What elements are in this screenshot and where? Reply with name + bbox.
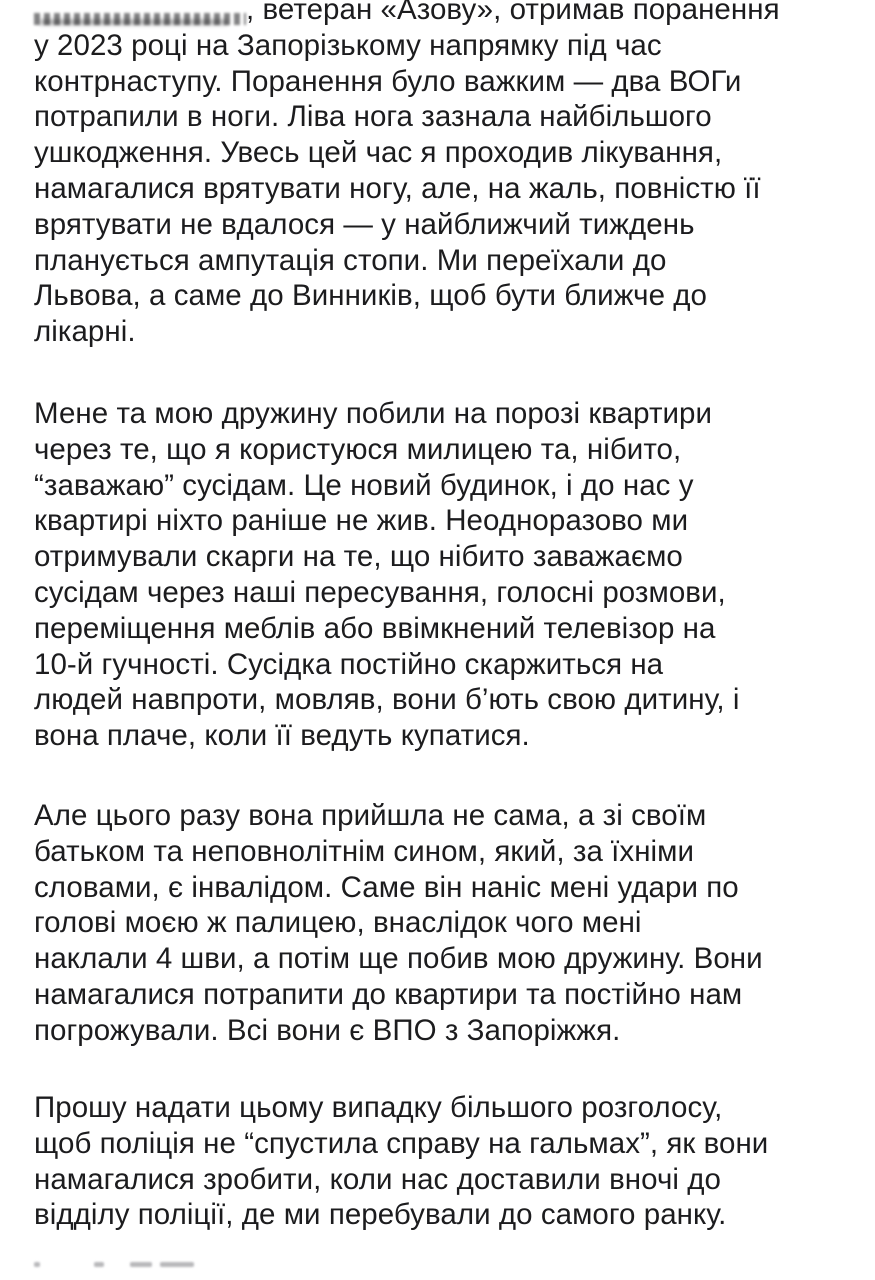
- text-line: людей навпроти, мовляв, вони б’ють свою дитину, і: [34, 683, 740, 717]
- text-line: намагалися зробити, коли нас доставили вночі до: [34, 1162, 721, 1196]
- text-line: планується ампутація стопи. Ми переїхали до: [34, 243, 667, 277]
- paragraph-4: [34, 1090, 768, 1233]
- text-line: 10-й гучності. Сусідка постійно скаржиться на: [34, 647, 664, 681]
- text-line: потрапили в ноги. Ліва нога зазнала найбільшого: [34, 100, 712, 134]
- text-line: словами, є інвалідом. Саме він наніс мені удари по: [34, 870, 739, 904]
- text-line: Прошу надати цьому випадку більшого розголосу,: [34, 1091, 723, 1124]
- text-line: Львова, а саме до Винників, щоб бути ближче до: [34, 279, 707, 313]
- text-line: намагалися врятувати ногу, але, на жаль, повністю її: [34, 171, 761, 205]
- text-line: [34, 0, 780, 28]
- text-line: врятувати не вдалося — у найближчий тиждень: [34, 207, 695, 241]
- text-line: щоб поліція не “спустила справу на гальмах”, як вони: [34, 1126, 769, 1160]
- text-line: через те, що я користуюся милицею та, нібито,: [34, 432, 682, 466]
- text-line: батьком та неповнолітнім сином, який, за їхніми: [34, 834, 695, 868]
- text-line: “заважаю” сусідам. Це новий будинок, і до нас у: [34, 468, 694, 502]
- text-line: відділу поліції, де ми перебували до самого ранку.: [34, 1198, 727, 1232]
- line-text: , ветеран «Азову», отримав поранення: [246, 0, 780, 26]
- text-line: ушкодження. Увесь цей час я проходив лікування,: [34, 136, 723, 170]
- paragraph-1: [34, 0, 780, 350]
- text-line: вона плаче, коли її ведуть купатися.: [34, 719, 530, 753]
- paragraph-2: [34, 396, 740, 754]
- text-line: переміщення меблів або ввімкнений телевізор на: [34, 611, 716, 645]
- paragraph-3: [34, 798, 763, 1049]
- text-line: контрнаступу. Поранення було важким — два ВОГи: [34, 64, 742, 98]
- text-line: наклали 4 шви, а потім ще побив мою дружину. Вони: [34, 942, 763, 976]
- text-line: голові моєю ж палицею, внаслідок чого мені: [34, 906, 642, 940]
- text-line: сусідам через наші пересування, голосні розмови,: [34, 575, 726, 609]
- text-line: квартирі ніхто раніше не жив. Неодноразово ми: [34, 504, 689, 538]
- text-line: лікарні.: [34, 315, 136, 349]
- text-line: отримували скарги на те, що нібито заважаємо: [34, 540, 683, 574]
- text-line: погрожували. Всі вони є ВПО з Запоріжжя.: [34, 1013, 621, 1047]
- cropped-text-fragment: [34, 1250, 194, 1270]
- redacted-name: [34, 0, 246, 21]
- text-line: у 2023 році на Запорізькому напрямку під час: [34, 28, 662, 62]
- text-line: намагалися потрапити до квартири та постійно нам: [34, 977, 743, 1011]
- text-line: Але цього разу вона прийшла не сама, а зі своїм: [34, 799, 707, 832]
- text-line: Мене та мою дружину побили на порозі квартири: [34, 397, 713, 430]
